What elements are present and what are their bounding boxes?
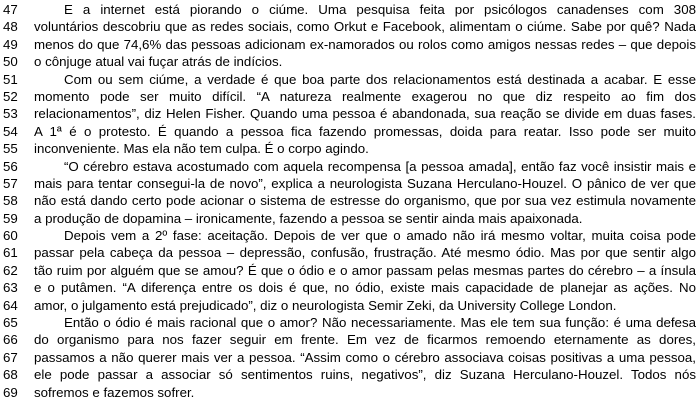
line-text: menos do que 74,6% das pessoas adicionam ex-namorados ou rolos como amigos nessas redes – que depois	[34, 36, 696, 52]
text-line	[0, 140, 699, 157]
line-text: o cônjuge atual vai fuçar atrás de indícios.	[34, 54, 283, 70]
line-text: Com ou sem ciúme, a verdade é que boa parte dos relacionamentos está destinada a acabar. E esse	[64, 71, 696, 87]
text-line	[0, 53, 699, 70]
line-number: 63	[3, 280, 18, 296]
line-number: 48	[3, 19, 18, 35]
line-number: 61	[3, 245, 18, 261]
line-number: 65	[3, 315, 18, 331]
line-text: ele pode passar a associar só sentimentos ruins, negativos”, diz Suzana Herculano-Houzel. Todos nós	[34, 367, 696, 383]
line-number: 56	[3, 158, 18, 174]
line-text: e o putâmen. “A diferença entre os dois é que, no ódio, existe mais capacidade de planejar as ações. No	[34, 280, 696, 296]
line-text: passar pela cabeça da pessoa – depressão, confusão, frustração. Até mesmo ódio. Mas por que sentir algo	[34, 245, 696, 261]
line-number: 53	[3, 106, 18, 122]
line-number: 54	[3, 123, 18, 139]
line-text: amor, o julgamento está prejudicado”, diz o neurologista Semir Zeki, da University College London.	[34, 297, 617, 313]
text-line	[0, 227, 699, 244]
line-number: 69	[3, 384, 18, 400]
line-number: 51	[3, 71, 18, 87]
line-number: 57	[3, 175, 18, 191]
text-line	[0, 262, 699, 279]
line-number: 55	[3, 141, 18, 157]
line-text: sofremos e fazemos sofrer.	[34, 384, 195, 400]
line-number: 68	[3, 367, 18, 383]
text-line	[0, 349, 699, 366]
line-text: tão ruim por alguém que se amou? É que o ódio e o amor passam pelas mesmas partes do cérebro – a ínsula	[34, 262, 696, 278]
text-line	[0, 18, 699, 35]
text-line	[0, 88, 699, 105]
line-text: “O cérebro estava acostumado com aquela recompensa [a pessoa amada], então faz você insistir mais e	[64, 158, 696, 174]
text-line	[0, 366, 699, 383]
line-text: A 1ª é o protesto. É quando a pessoa fica fazendo promessas, doida para reatar. Isso pode ser muito	[34, 123, 696, 139]
line-text: do organismo para nos fazer seguir em frente. Em vez de ficarmos remoendo eternamente as dores,	[34, 332, 696, 348]
text-line	[0, 297, 699, 314]
text-line	[0, 71, 699, 88]
text-line	[0, 1, 699, 18]
text-line	[0, 123, 699, 140]
text-line	[0, 210, 699, 227]
line-text: mais para tentar consegui-la de novo”, explica a neurologista Suzana Herculano-Houzel. O pânico de ver que	[34, 175, 696, 191]
text-line	[0, 314, 699, 331]
line-text: a produção de dopamina – ironicamente, fazendo a pessoa se sentir ainda mais apaixonada.	[34, 210, 583, 226]
line-number: 59	[3, 210, 18, 226]
text-line	[0, 175, 699, 192]
text-line	[0, 192, 699, 209]
line-text: Depois vem a 2º fase: aceitação. Depois de ver que o amado não irá mesmo voltar, muita coisa pode	[64, 228, 696, 244]
line-number: 67	[3, 349, 18, 365]
line-number: 60	[3, 228, 18, 244]
text-line	[0, 244, 699, 261]
line-text: inconveniente. Mas ela não tem culpa. É o corpo agindo.	[34, 141, 369, 157]
line-number: 52	[3, 88, 18, 104]
text-line	[0, 384, 699, 401]
line-text: relacionamentos”, diz Helen Fisher. Quando uma pessoa é abandonada, sua reação se divide em duas fases.	[34, 106, 696, 122]
line-text: voluntários descobriu que as redes sociais, como Orkut e Facebook, alimentam o ciúme. Sabe por quê? Nada	[34, 19, 696, 35]
text-line	[0, 331, 699, 348]
text-line	[0, 158, 699, 175]
line-number: 64	[3, 297, 18, 313]
line-number: 47	[3, 2, 18, 17]
line-text: momento pode ser muito difícil. “A natureza realmente exagerou no que diz respeito ao fim dos	[34, 88, 696, 104]
line-number: 50	[3, 54, 18, 70]
line-number: 58	[3, 193, 18, 209]
text-line	[0, 105, 699, 122]
line-number: 49	[3, 36, 18, 52]
line-text: não está dando certo pode acionar o sistema de estresse do organismo, que por sua vez estimula novamente	[34, 193, 696, 209]
text-line	[0, 36, 699, 53]
line-text: passamos a não querer mais ver a pessoa. “Assim como o cérebro associava coisas positivas a uma pessoa,	[34, 349, 696, 365]
line-text: Então o ódio é mais racional que o amor? Não necessariamente. Mas ele tem sua função: é uma defesa	[64, 315, 696, 331]
line-number: 62	[3, 262, 18, 278]
line-number: 66	[3, 332, 18, 348]
text-line	[0, 279, 699, 296]
line-text: E a internet está piorando o ciúme. Uma pesquisa feita por psicólogos canadenses com 308	[64, 2, 696, 17]
